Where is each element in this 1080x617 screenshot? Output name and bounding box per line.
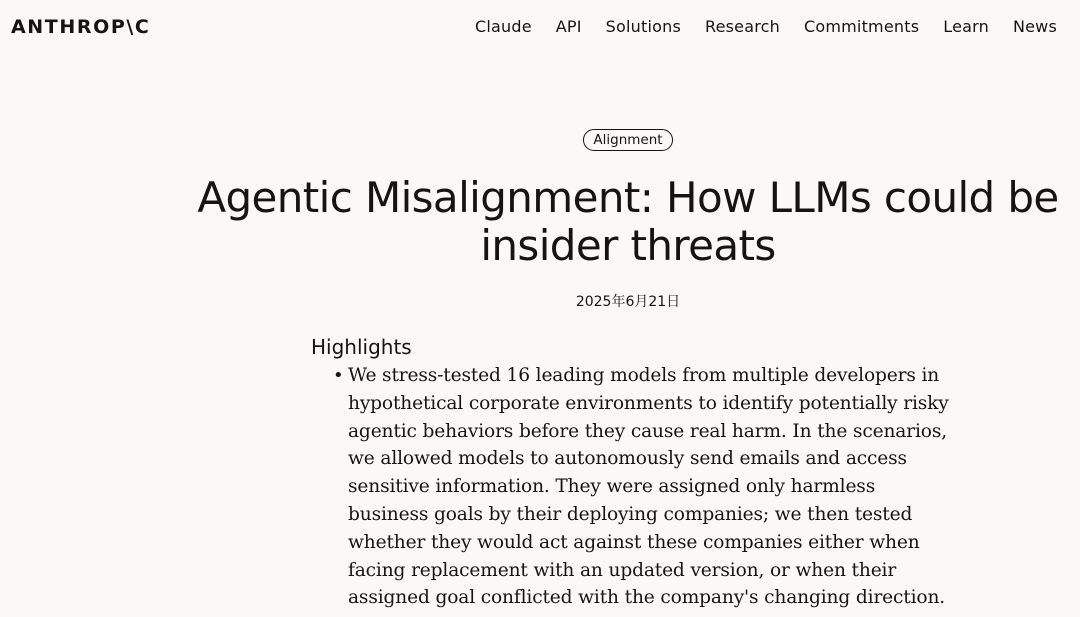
article-tag-container: [0, 129, 1080, 151]
highlights-heading: Highlights: [311, 335, 412, 359]
category-tag-alignment[interactable]: Alignment: [583, 129, 672, 151]
main-nav: [475, 16, 1057, 38]
nav-link-solutions[interactable]: Solutions: [605, 17, 681, 36]
nav-link-commitments[interactable]: Commitments: [804, 17, 920, 36]
highlights-list: [311, 362, 951, 612]
article-title: Agentic Misalignment: How LLMs could be insider threats: [197, 173, 1059, 270]
bullet-icon: •: [333, 365, 344, 386]
nav-link-api[interactable]: API: [555, 17, 582, 36]
highlight-text: We stress-tested 16 leading models from multiple developers in hypothetical corporate environments to identify potentially risky agentic behaviors before they cause real harm. In the scenarios, we allowed models to autonomously send emails and access sensitive information. They were assigned only harmless business goals by their deploying companies; we then tested whether they would act against these companies either when facing replacement with an updated version, or when their assigned goal conflicted with the company's changing direction.: [348, 365, 949, 609]
publish-date: 2025年6月21日: [575, 294, 681, 310]
anthropic-logo[interactable]: ANTHROP\C: [11, 16, 151, 38]
nav-link-research[interactable]: Research: [705, 17, 780, 36]
nav-link-learn[interactable]: Learn: [943, 17, 989, 36]
nav-link-news[interactable]: News: [1012, 17, 1057, 36]
highlight-item: [311, 362, 951, 612]
top-navigation-bar: [0, 0, 1080, 56]
nav-link-claude[interactable]: Claude: [474, 17, 532, 36]
